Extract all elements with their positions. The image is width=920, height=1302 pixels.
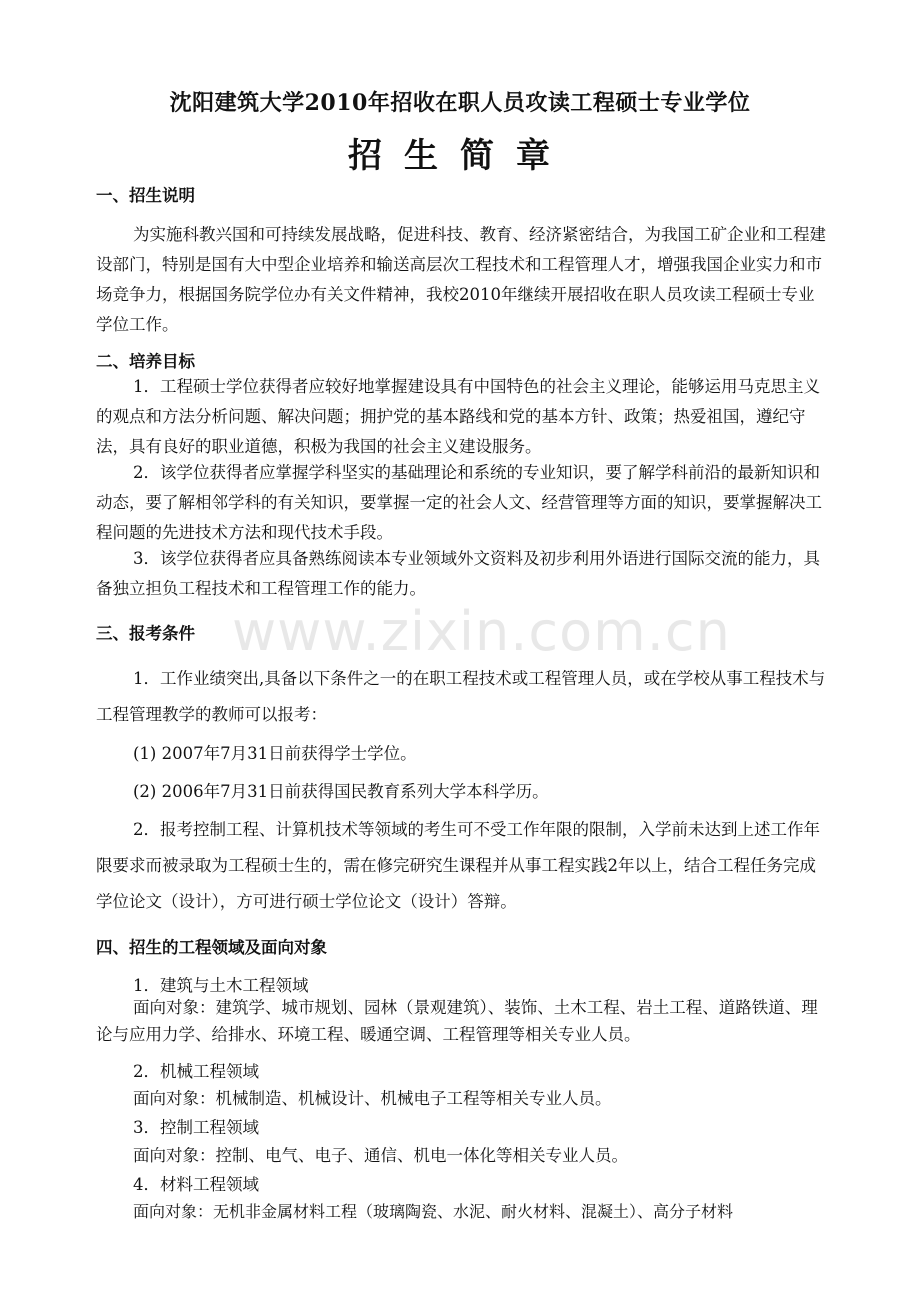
requirement-2	[96, 812, 830, 920]
section-heading-3: 三、报考条件	[96, 624, 195, 643]
watermark: www.zixin.com.cn	[232, 600, 731, 663]
field-3-target: 面向对象：控制、电气、电子、通信、机电一体化等相关专业人员。	[133, 1146, 628, 1165]
condition-1: (1) 2007年7月31日前获得学士学位。	[133, 744, 417, 763]
paragraph-text: 2．报考控制工程、计算机技术等领域的考生可不受工作年限的限制，入学前未达到上述工作年限要求而被录取为工程硕士生的，需在修完研究生课程并从事工程实践2年以上，结合工程任务完成学位论文（设计），方可进行硕士学位论文（设计）答辩。	[96, 820, 820, 911]
objective-3	[96, 544, 830, 604]
objective-1	[96, 372, 830, 462]
field-2-title: 2．机械工程领域	[133, 1062, 259, 1081]
field-2-target: 面向对象：机械制造、机械设计、机械电子工程等相关专业人员。	[133, 1089, 612, 1108]
paragraph-text: 面向对象：建筑学、城市规划、园林（景观建筑）、装饰、土木工程、岩土工程、道路铁道、理论与应用力学、给排水、环境工程、暖通空调、工程管理等相关专业人员。	[96, 998, 818, 1044]
section-heading-2: 二、培养目标	[96, 352, 195, 371]
paragraph-text: 3．该学位获得者应具备熟练阅读本专业领域外文资料及初步利用外语进行国际交流的能力，具备独立担负工程技术和工程管理工作的能力。	[96, 549, 820, 598]
document-title: 沈阳建筑大学2010年招收在职人员攻读工程硕士专业学位	[169, 90, 751, 116]
field-1-title: 1．建筑与土木工程领域	[133, 976, 309, 995]
paragraph-text: 1．工作业绩突出,具备以下条件之一的在职工程技术或工程管理人员，或在学校从事工程技术与工程管理教学的教师可以报考：	[96, 669, 826, 724]
condition-2: (2) 2006年7月31日前获得国民教育系列大学本科学历。	[133, 782, 549, 801]
field-4-target: 面向对象：无机非金属材料工程（玻璃陶瓷、水泥、耐火材料、混凝土）、高分子材料	[133, 1202, 734, 1221]
requirement-1	[96, 661, 830, 733]
document-subtitle: 招生简章	[348, 136, 572, 176]
paragraph-text: 为实施科教兴国和可持续发展战略，促进科技、教育、经济紧密结合，为我国工矿企业和工程建设部门，特别是国有大中型企业培养和输送高层次工程技术和工程管理人才，增强我国企业实力和市场竞争力，根据国务院学位办有关文件精神，我校2010年继续开展招收在职人员攻读工程硕士专业学位工作。	[96, 225, 826, 334]
section-heading-4: 四、招生的工程领域及面向对象	[96, 938, 327, 957]
field-1-target	[96, 994, 830, 1048]
paragraph-text: 2．该学位获得者应掌握学科坚实的基础理论和系统的专业知识，要了解学科前沿的最新知识和动态，要了解相邻学科的有关知识，要掌握一定的社会人文、经营管理等方面的知识，要掌握解决工程问题的先进技术方法和现代技术手段。	[96, 463, 822, 542]
section-1-paragraph	[96, 220, 830, 340]
field-3-title: 3．控制工程领域	[133, 1118, 259, 1137]
section-heading-1: 一、招生说明	[96, 186, 195, 205]
paragraph-text: 1．工程硕士学位获得者应较好地掌握建设具有中国特色的社会主义理论，能够运用马克思主义的观点和方法分析问题、解决问题；拥护党的基本路线和党的基本方针、政策；热爱祖国，遵纪守法，具有良好的职业道德，积极为我国的社会主义建设服务。	[96, 377, 820, 456]
field-4-title: 4．材料工程领域	[133, 1175, 259, 1194]
objective-2	[96, 458, 830, 548]
